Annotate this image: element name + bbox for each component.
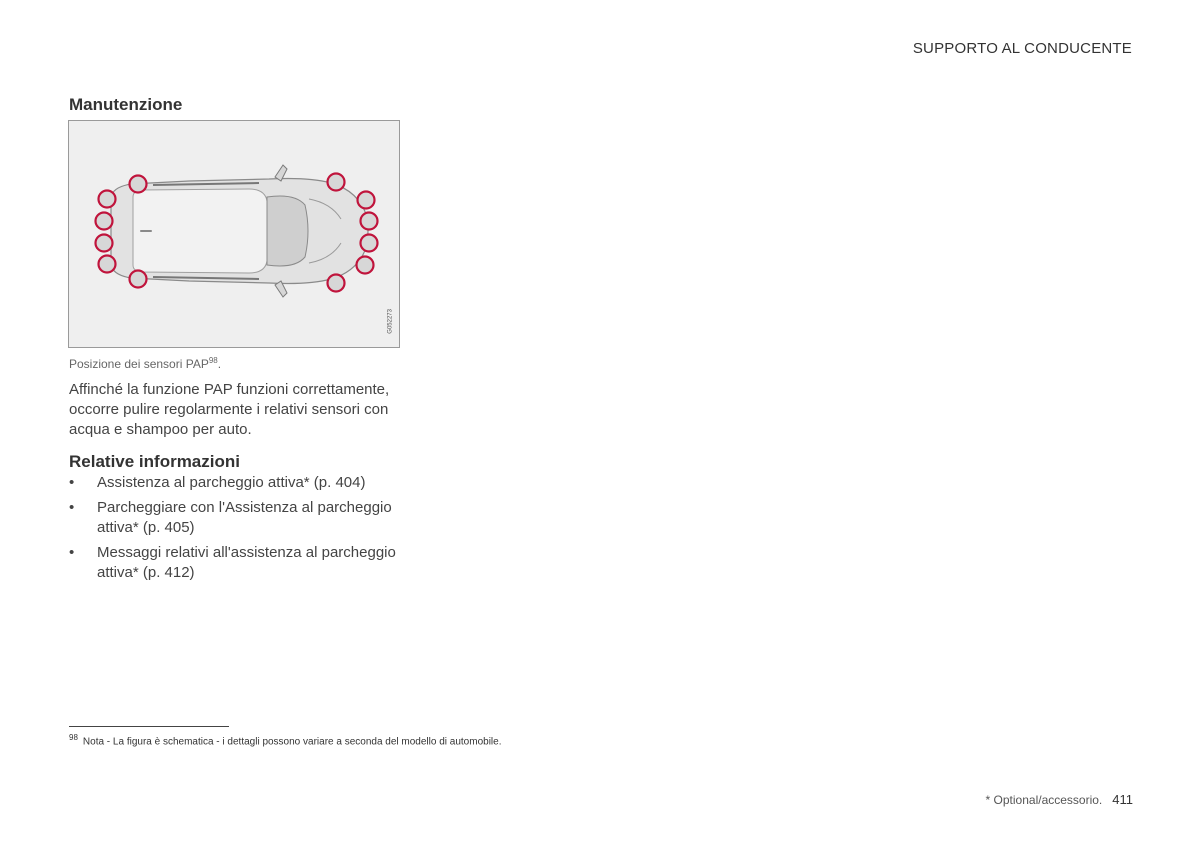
sensor-marker xyxy=(357,257,374,274)
footnote-text: Nota - La figura è schematica - i dettagli possono variare a seconda del modello di automobile. xyxy=(82,736,502,748)
related-info-list xyxy=(69,473,409,588)
related-link-text[interactable]: Messaggi relativi all'assistenza al parcheggio attiva* (p. 412) xyxy=(97,544,396,581)
running-header: SUPPORTO AL CONDUCENTE xyxy=(912,40,1132,57)
footnote-number: 98 xyxy=(69,733,78,742)
sensor-marker xyxy=(328,174,345,191)
related-link-text[interactable]: Parcheggiare con l'Assistenza al parcheggio attiva* (p. 405) xyxy=(97,499,392,536)
related-info-title: Relative informazioni xyxy=(69,452,240,471)
sensor-marker xyxy=(99,256,116,273)
sensor-marker xyxy=(358,192,375,209)
sensor-marker xyxy=(361,213,378,230)
related-link[interactable] xyxy=(69,543,409,583)
sensor-diagram xyxy=(68,120,400,348)
related-link-text[interactable]: Assistenza al parcheggio attiva* (p. 404) xyxy=(97,474,366,491)
sensor-marker xyxy=(361,235,378,252)
sensor-marker xyxy=(96,235,113,252)
sensor-marker xyxy=(130,271,147,288)
sensor-marker xyxy=(96,213,113,230)
footnote xyxy=(69,733,501,747)
caption-text: Posizione dei sensori PAP xyxy=(69,357,209,371)
page-footer xyxy=(986,792,1133,807)
optional-note: * Optional/accessorio. xyxy=(985,793,1103,807)
bullet-icon: • xyxy=(69,474,75,491)
caption-footnote-ref[interactable]: 98 xyxy=(208,356,218,365)
body-paragraph: Affinché la funzione PAP funzioni correttamente, occorre pulire regolarmente i relativi sensori con acqua e shampoo per auto. xyxy=(69,381,390,438)
sensor-marker xyxy=(328,275,345,292)
sensor-marker xyxy=(130,176,147,193)
sensor-marker xyxy=(99,191,116,208)
page-number: 411 xyxy=(1112,792,1133,807)
related-link[interactable] xyxy=(69,498,409,538)
bullet-icon: • xyxy=(69,499,75,516)
car-top-view-illustration xyxy=(69,121,399,347)
figure-code: G052273 xyxy=(388,309,394,334)
section-title: Manutenzione xyxy=(69,95,183,114)
related-link[interactable] xyxy=(69,473,409,493)
footnote-divider xyxy=(69,726,229,727)
bullet-icon: • xyxy=(69,544,75,561)
figure-caption: Posizione dei sensori PAP$^{98}$. xyxy=(69,356,222,371)
